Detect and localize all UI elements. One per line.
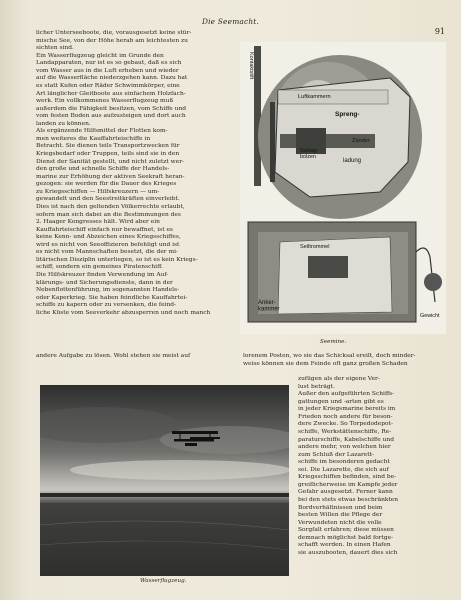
text-line: Kriegsschiffen befinden, sind be- (298, 474, 397, 481)
text-line: mische See, von der Höhe herab am leichtesten zu (36, 37, 188, 44)
text-line: 2. Haager Kongresses hält. Wird aber ein (36, 219, 160, 226)
running-title: Die Seemacht. (201, 17, 260, 26)
text-line: Dies ist nach den geltenden Völkerrechte erlaubt, (36, 203, 185, 210)
text-line: besten Willen die Pflege der (298, 512, 383, 519)
text-line: Gefahr ausgesetzt. Ferner kann (298, 489, 393, 496)
label-zuender: Zünder (352, 138, 370, 144)
text-line: lust beträgt. (298, 383, 335, 390)
label-ankerkammer: Anker-kammer (258, 300, 280, 313)
text-line: Frieden noch andere für beson- (298, 413, 393, 420)
mid-left-line: andere Aufgabe zu lösen. Wohl stehen sie meist auf (36, 353, 191, 359)
label-ladung: ladung (343, 158, 362, 164)
text-line: den große und schnelle Schiffe der Handels- (36, 166, 170, 173)
text-line: dere Zwecke. So Torpedodepot- (298, 421, 393, 428)
text-line: auf die Wasserfläche niederzgehen kann. Dazu hat (36, 75, 188, 82)
text-line: zufügen als der eigene Ver- (298, 376, 380, 382)
text-line: vom festen Boden aus aufzusteigen und dort auch (36, 113, 186, 120)
text-line: landen zu können. (36, 120, 91, 127)
text-line: marine zur Erhöhung der aktiven Seekraft heran- (36, 173, 185, 180)
sea-mine-illustration (240, 42, 446, 334)
label-gewicht: Gewicht (420, 313, 440, 319)
text-line: Als ergänzende Hilfsmittel der Flotten kom- (36, 128, 168, 135)
mid-right-lines (243, 353, 446, 368)
text-line: schiff, sondern ein gemeines Piratenschiff. (36, 264, 163, 271)
text-line: schiffe zu kapern oder zu versenken, die feind- (36, 302, 177, 309)
sea-mine-caption: Seemine. (320, 339, 347, 345)
text-line: Kauffahrteischiff einfach nur bewaffnet, ist es (36, 226, 173, 233)
text-line: keine Kenn- und Abzeichen eines Kriegsschiffes, (36, 234, 181, 241)
text-line: werk. Ein vollkommenes Wasserflugzeug muß (36, 98, 174, 105)
sea-mine-figure (240, 42, 446, 334)
text-line: zum Schluß der Lazarett- (298, 451, 374, 458)
text-line: sichten sind. (36, 45, 74, 52)
cable-drum (308, 256, 348, 278)
text-line: Kriegsbedarf oder Truppen, teils sind sie in den (36, 151, 180, 157)
text-line: greiflicherweise im Kampfe jeder (298, 481, 398, 488)
mid-right-line: weise können sie dem Feinde oft ganz großen Schaden (243, 360, 408, 367)
seaplane-caption: Wasserflugzeug. (140, 578, 187, 584)
text-line: gewandelt und den Seestreitkräften einverleibt. (36, 196, 180, 203)
text-line: oder Kaperkrieg. Sie haben feindliche Kauffahrtei- (36, 294, 188, 301)
text-line: Bordverhältnissen und beim (298, 504, 383, 511)
text-line: Außer den aufgeführten Schiffs- (298, 391, 395, 398)
text-line: demnach möglichst bald fortge- (298, 534, 394, 541)
text-line: Dienst der Sanität gestellt, und nicht zuletzt wer- (36, 158, 185, 165)
text-line: wird es nicht von Seeoffizieren befehligt und ist (36, 241, 180, 248)
text-line: licher Unterseeboote, die, vorausgesetzt keine stür- (36, 30, 192, 36)
weight (424, 273, 442, 291)
label-schlagbolzen: Schlag-bolzen (300, 148, 319, 160)
label-kontaktstift: Kontaktstift (248, 52, 254, 80)
text-line: außerdem die Fähigkeit besitzen, vom Schiffe und (36, 105, 187, 112)
text-line: men weiteres die Kauffahrteischiffe in (36, 135, 151, 142)
text-line: es statt Kufen oder Räder Schwimmkörper, eine (36, 82, 180, 89)
text-line: gattungen und -arten gibt es (298, 398, 384, 405)
seaplane-photograph (40, 385, 289, 576)
label-spreng: Spreng- (335, 111, 360, 118)
text-line: klärungs- und Sicherungsdienste, dann in der (36, 279, 173, 286)
text-line: Die Hilfskreuzer finden Verwendung im Auf- (36, 272, 169, 278)
label-seiltrommel: Seiltrommel (300, 244, 330, 250)
text-line: in jeder Kriegsmarine bereits im (298, 406, 396, 413)
text-line: Art länglicher Gleitboote aus einfachem Holzfach- (36, 90, 186, 97)
page-number: 91 (434, 27, 445, 36)
contact-rod (254, 46, 261, 186)
text-line: es nicht vom Mannschaften besetzt, die der mi- (36, 249, 178, 256)
label-luftkammern: Luftkammern (298, 94, 331, 100)
text-line: sei. Die Lazarette, die sich auf (298, 466, 389, 473)
text-line: litärischen Disziplin unterliegen, so ist es kein Kriegs- (36, 256, 198, 263)
text-line: andere mehr, von welchen hier (298, 444, 391, 451)
text-line: liche Küste vom Seeverkehr abzusperren und noch manch (36, 309, 211, 316)
text-line: schafft werden. In einen Hafen (298, 542, 391, 549)
text-line: Nebenflottenführung, im sogenannten Handels- (36, 287, 180, 294)
text-line: Sorgfalt erfahren; diese müssen (298, 527, 394, 534)
text-line: vom Wasser aus in die Luft erheben und wieder (36, 67, 179, 74)
mid-right-line: lorenem Posten, wo sie das Schicksal ereilt, doch minder- (243, 353, 416, 359)
right-bottom-text-column (298, 376, 448, 558)
text-line: zu Kriegsschiffen — Hilfskreuzern — um- (36, 188, 160, 195)
text-line: schiffe im besonderen gedacht (298, 459, 390, 466)
text-line: sie auszubooten, dauert dies sich (298, 549, 398, 556)
text-line: Landapparaten, nur ist es so gebaut, daß es sich (36, 60, 182, 67)
text-line: Ein Wasserflugzeug gleicht im Grunde den (36, 52, 164, 59)
text-line: Verwundeten nicht die volle (298, 519, 382, 526)
text-line: bei den stets etwas beschränkten (298, 497, 399, 503)
left-text-column (36, 30, 236, 317)
text-line: sofern man sich dabei an die Bestimmungen des (36, 211, 181, 218)
text-line: paraturschiffe, Kabelschiffe und (298, 436, 394, 443)
text-line: Betracht. Sie dienen teils Transportzwecken für (36, 143, 180, 150)
text-line: schiffe, Werkstättenschiffe, Re- (298, 428, 392, 435)
text-line: gezogen: sie werden für die Dauer des Krieges (36, 181, 177, 188)
